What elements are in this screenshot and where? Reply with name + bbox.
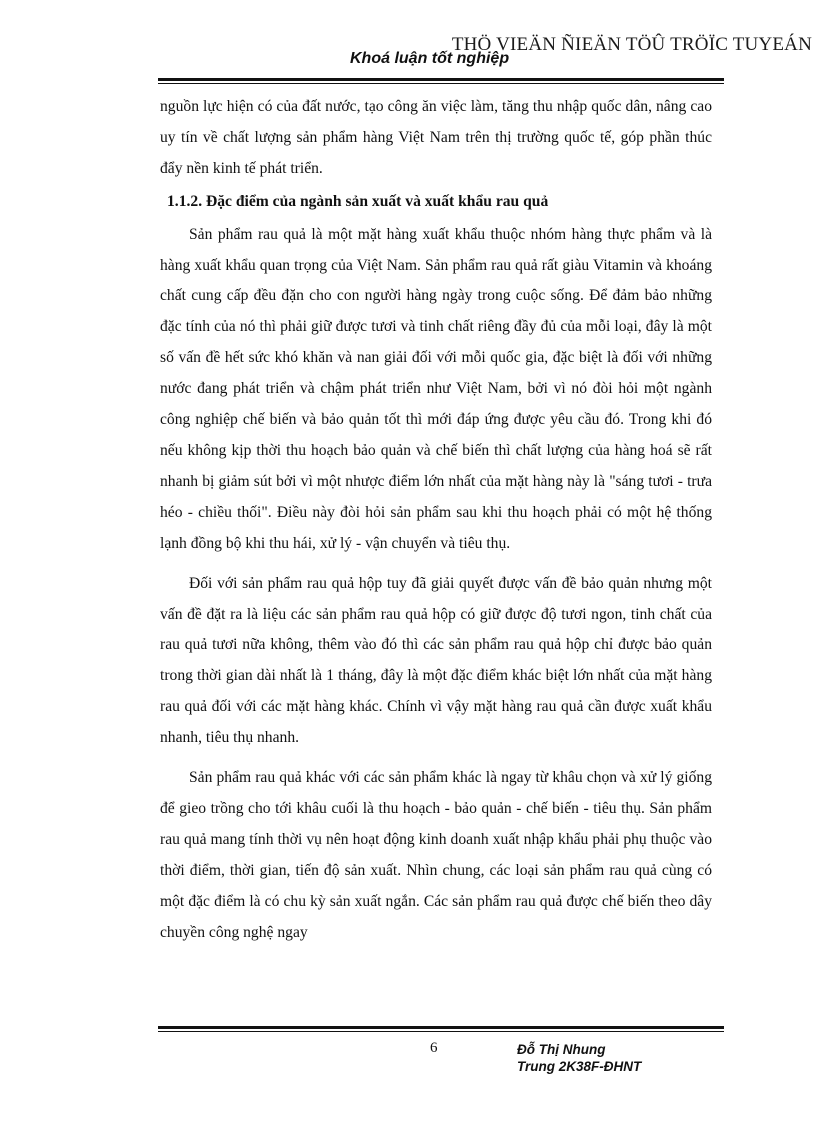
- author-name: Đỗ Thị Nhung: [517, 1042, 606, 1057]
- paragraph-intro: nguồn lực hiện có của đất nước, tạo công ăn việc làm, tăng thu nhập quốc dân, nâng cao uy tín về chất lượng sản phẩm hàng Việt Nam trên thị trường quốc tế, góp phần thúc đẩy nền kinh tế phát triển.: [160, 98, 712, 177]
- header-rule: [158, 78, 724, 84]
- paragraph-3: Sản phẩm rau quả khác với các sản phẩm khác là ngay từ khâu chọn và xử lý giống để gieo trồng cho tới khâu cuối là thu hoạch - bảo quản - chế biến - tiêu thụ. Sản phẩm rau quả mang tính thời vụ nên hoạt động kinh doanh xuất nhập khẩu phải phụ thuộc vào thời điểm, thời gian, tiến độ sản xuất. Nhìn chung, các loại sản phẩm rau quả cùng có một đặc điểm là có chu kỳ sản xuất ngắn. Các sản phẩm rau quả được chế biến theo dây chuyền công nghệ ngay: [160, 769, 712, 941]
- section-heading: 1.1.2. Đặc điểm của ngành sản xuất và xuất khẩu rau quả: [167, 192, 549, 210]
- page-number: 6: [430, 1040, 438, 1056]
- watermark-text: THÖ VIEÄN ÑIEÄN TÖÛ TRÖÏC TUYEÁN: [451, 34, 812, 55]
- paragraph-2: Đối với sản phẩm rau quả hộp tuy đã giải quyết được vấn đề bảo quản nhưng một vấn đề đặt ra là liệu các sản phẩm rau quả hộp có giữ được độ tươi ngon, tinh chất của rau quả tươi nữa không, thêm vào đó thì các sản phẩm rau quả hộp chỉ được bảo quản trong thời gian dài nhất là 1 tháng, đây là một đặc điểm khác biệt lớn nhất của mặt hàng rau quả đối với các mặt hàng khác. Chính vì vậy mặt hàng rau quả cần được xuất khẩu nhanh, tiêu thụ nhanh.: [160, 574, 712, 747]
- paragraph-1: Sản phẩm rau quả là một mặt hàng xuất khẩu thuộc nhóm hàng thực phẩm và là hàng xuất khẩu quan trọng của Việt Nam. Sản phẩm rau quả rất giàu Vitamin và khoáng chất cung cấp đều đặn cho con người hàng ngày trong cuộc sống. Để đảm bảo những đặc tính của nó thì phải giữ được tươi và tinh chất riêng đầy đủ của mỗi loại, đây là một số vấn đề hết sức khó khăn và nan giải đối với mỗi quốc gia, đặc biệt là đối với những nước đang phát triển và chậm phát triển như Việt Nam, bởi vì nó đòi hỏi một ngành công nghiệp chế biến và bảo quản tốt thì mới đáp ứng được yêu cầu đó. Trong khi đó nếu không kịp thời thu hoạch bảo quản và chế biến thì chất lượng của hàng hoá sẽ rất nhanh bị giảm sút bởi vì một nhược điểm lớn nhất của mặt hàng này là "sáng tươi - trưa héo - chiều thối". Điều này đòi hỏi sản phẩm sau khi thu hoạch phải có một hệ thống lạnh đồng bộ khi thu hái, xử lý - vận chuyển và tiêu thụ.: [160, 225, 712, 552]
- header-title: Khoá luận tốt nghiệp: [350, 50, 510, 67]
- footer-rule: [158, 1026, 724, 1032]
- page-content: [160, 92, 712, 948]
- author-class: Trung 2K38F-ĐHNT: [517, 1059, 642, 1074]
